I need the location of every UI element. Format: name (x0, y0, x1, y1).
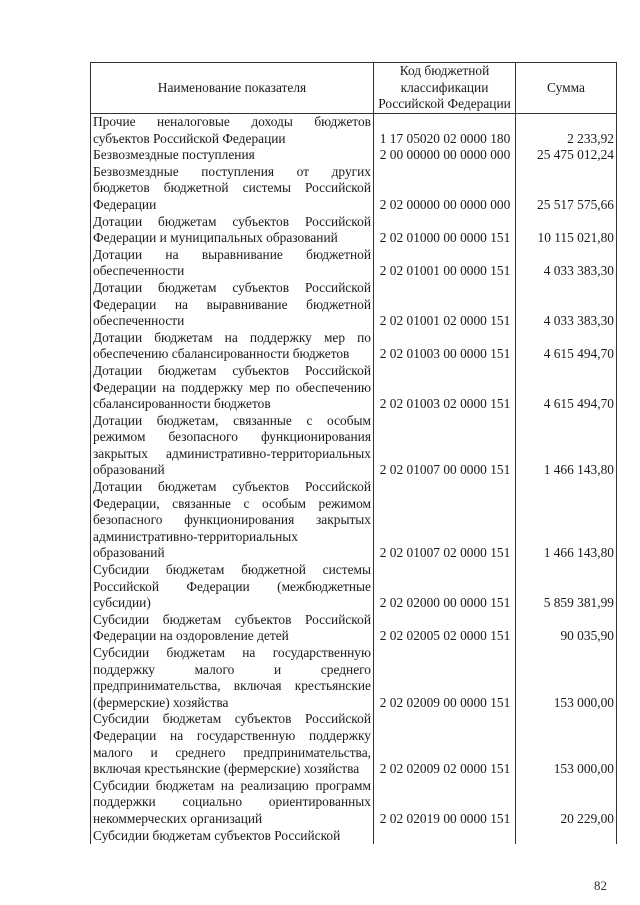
table-row (91, 114, 617, 148)
table-row (91, 147, 617, 164)
row-sum-cell: 1 466 143,80 (516, 479, 617, 562)
page-number: 82 (594, 878, 607, 893)
row-sum-cell: 5 859 381,99 (516, 562, 617, 612)
row-code-cell: 2 02 02009 02 0000 151 (374, 711, 516, 777)
row-sum-cell: 153 000,00 (516, 645, 617, 711)
row-sum-cell: 4 033 383,30 (516, 247, 617, 280)
row-name-cell: Дотации бюджетам субъектов Российской Федерации и муниципальных образований (91, 214, 374, 247)
table-row (91, 479, 617, 562)
row-sum-cell: 4 615 494,70 (516, 330, 617, 363)
header-indicator-name: Наименование показателя (91, 63, 374, 114)
table-row (91, 164, 617, 214)
row-sum-cell: 4 033 383,30 (516, 280, 617, 330)
budget-revenue-table (90, 62, 617, 844)
table-body (91, 114, 617, 845)
row-sum-cell: 90 035,90 (516, 612, 617, 645)
table-row (91, 413, 617, 479)
row-name-cell: Субсидии бюджетам на реализацию программ поддержки социально ориентированных некоммерческих организаций (91, 778, 374, 828)
table-row (91, 562, 617, 612)
row-name-cell: Субсидии бюджетам субъектов Российской Федерации на государственную поддержку малого и среднего предпринимательства, включая крестьянские (фермерские) хозяйства (91, 711, 374, 777)
row-name-cell: Дотации бюджетам, связанные с особым режимом безопасного функционирования закрытых административно-территориальных образований (91, 413, 374, 479)
row-name-cell: Субсидии бюджетам на государственную поддержку малого и среднего предпринимательства, включая крестьянские (фермерские) хозяйства (91, 645, 374, 711)
table-row (91, 363, 617, 413)
row-code-cell: 2 02 01000 00 0000 151 (374, 214, 516, 247)
row-name-cell: Прочие неналоговые доходы бюджетов субъектов Российской Федерации (91, 114, 374, 148)
row-name-cell: Дотации бюджетам субъектов Российской Федерации на поддержку мер по обеспечению сбалансированности бюджетов (91, 363, 374, 413)
row-code-cell: 2 02 02019 00 0000 151 (374, 778, 516, 828)
row-sum-cell: 153 000,00 (516, 711, 617, 777)
table-row (91, 711, 617, 777)
header-sum: Сумма (516, 63, 617, 114)
row-sum-cell: 10 115 021,80 (516, 214, 617, 247)
row-sum-cell: 20 229,00 (516, 778, 617, 828)
row-sum-cell: 4 615 494,70 (516, 363, 617, 413)
row-code-cell: 1 17 05020 02 0000 180 (374, 114, 516, 148)
table-row (91, 214, 617, 247)
row-code-cell: 2 02 00000 00 0000 000 (374, 164, 516, 214)
header-budget-code: Код бюджетной классификации Российской Федерации (374, 63, 516, 114)
row-code-cell: 2 02 01007 02 0000 151 (374, 479, 516, 562)
row-code-cell: 2 02 02009 00 0000 151 (374, 645, 516, 711)
row-code-cell: 2 02 01007 00 0000 151 (374, 413, 516, 479)
table-row (91, 828, 617, 845)
table-row (91, 778, 617, 828)
row-sum-cell: 1 466 143,80 (516, 413, 617, 479)
table-row (91, 247, 617, 280)
row-sum-cell: 25 475 012,24 (516, 147, 617, 164)
table-row (91, 280, 617, 330)
table-header-row (91, 63, 617, 114)
row-code-cell: 2 02 01001 02 0000 151 (374, 280, 516, 330)
row-name-cell: Дотации бюджетам субъектов Российской Федерации, связанные с особым режимом безопасного функционирования закрытых административно-территориальных образований (91, 479, 374, 562)
row-name-cell: Субсидии бюджетам бюджетной системы Российской Федерации (межбюджетные субсидии) (91, 562, 374, 612)
table-row (91, 645, 617, 711)
row-code-cell: 2 02 02000 00 0000 151 (374, 562, 516, 612)
row-name-cell: Дотации бюджетам субъектов Российской Федерации на выравнивание бюджетной обеспеченности (91, 280, 374, 330)
row-sum-cell (516, 828, 617, 845)
row-name-cell: Субсидии бюджетам субъектов Российской (91, 828, 374, 845)
table-row (91, 612, 617, 645)
row-code-cell: 2 02 01003 02 0000 151 (374, 363, 516, 413)
row-code-cell: 2 02 01001 00 0000 151 (374, 247, 516, 280)
row-name-cell: Субсидии бюджетам субъектов Российской Федерации на оздоровление детей (91, 612, 374, 645)
row-name-cell: Безвозмездные поступления от других бюджетов бюджетной системы Российской Федерации (91, 164, 374, 214)
row-name-cell: Дотации на выравнивание бюджетной обеспеченности (91, 247, 374, 280)
row-code-cell (374, 828, 516, 845)
table-row (91, 330, 617, 363)
row-name-cell: Безвозмездные поступления (91, 147, 374, 164)
row-name-cell: Дотации бюджетам на поддержку мер по обеспечению сбалансированности бюджетов (91, 330, 374, 363)
row-code-cell: 2 00 00000 00 0000 000 (374, 147, 516, 164)
row-code-cell: 2 02 01003 00 0000 151 (374, 330, 516, 363)
row-sum-cell: 25 517 575,66 (516, 164, 617, 214)
row-code-cell: 2 02 02005 02 0000 151 (374, 612, 516, 645)
row-sum-cell: 2 233,92 (516, 114, 617, 148)
